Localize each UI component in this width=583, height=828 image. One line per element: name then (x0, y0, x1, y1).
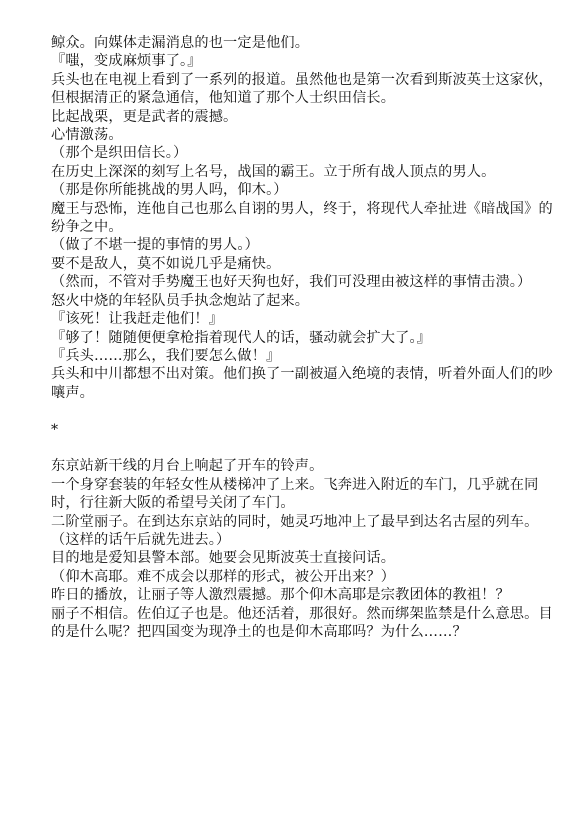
paragraph: 兵头也在电视上看到了一系列的报道。虽然他也是第一次看到斯波英士这家伙，但根据清正的紧急通信，他知道了那个人士织田信长。 (51, 71, 553, 107)
blank-line (51, 402, 556, 420)
paragraph: 兵头和中川都想不出对策。他们换了一副被逼入绝境的表情，听着外面人们的吵嚷声。 (51, 366, 553, 401)
paragraph: 东京站新干线的月台上响起了开车的铃声。 (51, 458, 324, 475)
paragraph: 心情激荡。 (51, 127, 123, 144)
paragraph: 目的地是爱知县警本部。她要会见斯波英士直接问话。 (51, 550, 396, 567)
paragraph: 魔王与恐怖，连他自己也那么自诩的男人，终于，将现代人牵扯进《暗战国》的纷争之中。 (51, 200, 553, 236)
paragraph: 丽子不相信。佐伯辽子也是。他还活着，那很好。然而绑架监禁是什么意思。目的是什么呢？把四国变为现净土的也是仰木高耶吗？为什么……？ (51, 605, 553, 640)
document-section-2 (51, 457, 556, 641)
section-separator: * (51, 421, 59, 438)
paragraph: 怒火中烧的年轻队员手执念炮站了起来。 (51, 292, 310, 309)
paragraph: 『该死！让我赶走他们！』 (51, 311, 224, 328)
document-section-1 (51, 34, 556, 402)
paragraph: 『嗤，变成麻烦事了。』 (51, 53, 202, 70)
paragraph: （那是你所能挑战的男人吗，仰木。） (51, 182, 288, 199)
paragraph: 鲸众。向媒体走漏消息的也一定是他们。 (51, 35, 310, 51)
paragraph: （做了不堪一提的事情的男人。） (51, 237, 259, 254)
paragraph: 一个身穿套装的年轻女性从楼梯冲了上来。飞奔进入附近的车门，几乎就在同时，行往新大阪的希望号关闭了车门。 (51, 476, 539, 512)
paragraph: 昨日的播放，让丽子等人激烈震撼。那个仰木高耶是宗教团体的教祖！？ (51, 587, 510, 604)
document-page (51, 34, 556, 641)
paragraph: （然而，不管对手势魔王也好天狗也好，我们可没理由被这样的事情击溃。） (51, 274, 532, 291)
paragraph: （那个是织田信长。） (51, 145, 188, 162)
paragraph: （仰木高耶。难不成会以那样的形式，被公开出来？） (51, 568, 396, 585)
paragraph: 『兵头……那么，我们要怎么做！』 (51, 347, 281, 364)
blank-line (51, 439, 556, 457)
paragraph: （这样的话午后就先进去。） (51, 531, 231, 548)
paragraph: 要不是敌人，莫不如说几乎是痛快。 (51, 255, 281, 272)
paragraph: 在历史上深深的刻写上名号，战国的霸王。立于所有战人顶点的男人。 (51, 163, 496, 180)
paragraph: 比起战栗，更是武者的震撼。 (51, 108, 238, 125)
paragraph: 二阶堂丽子。在到达东京站的同时，她灵巧地冲上了最早到达名古屋的列车。 (51, 513, 539, 530)
paragraph: 『够了！随随便便拿枪指着现代人的话，骚动就会扩大了。』 (51, 329, 432, 346)
